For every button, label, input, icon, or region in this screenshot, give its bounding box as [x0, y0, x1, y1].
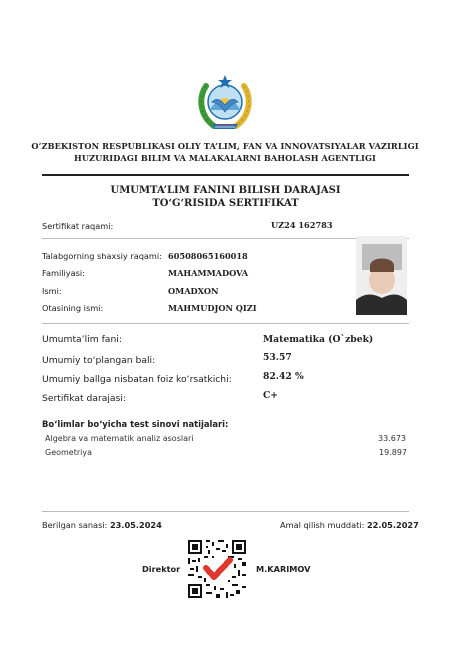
verification-qr-code[interactable]: [188, 540, 246, 598]
section-divider: [42, 238, 409, 239]
section-divider: [42, 323, 409, 324]
agency-name-line1: O‘ZBEKISTON RESPUBLIKASI OLIY TA’LIM, FAN VA INNOVATSIYALAR VAZIRLIGI: [31, 141, 419, 151]
holder-photo: [356, 236, 407, 315]
section-score: 19.897: [379, 448, 407, 457]
section-name: Algebra va matematik analiz asoslari: [45, 434, 194, 443]
subject-value: Matematika (O`zbek): [263, 334, 374, 345]
subject-label: Umumta’lim fani:: [42, 334, 122, 345]
percent-label: Umumiy ballga nisbatan foiz ko‘rsatkichi:: [42, 374, 232, 385]
valid-date-value: 22.05.2027: [366, 520, 419, 530]
surname-value: MAHAMMADOVA: [168, 268, 249, 278]
director-label: Direktor: [142, 564, 181, 574]
surname-label: Familiyasi:: [42, 268, 85, 278]
percent-value: 82.42 %: [263, 371, 304, 382]
pin-label: Talabgorning shaxsiy raqami:: [42, 251, 162, 261]
certificate-number: UZ24 162783: [271, 220, 333, 230]
total-score-label: Umumiy to‘plangan bali:: [42, 355, 156, 366]
issued-date-value: 23.05.2024: [109, 520, 162, 530]
certificate-number-label: Sertifikat raqami:: [42, 221, 114, 231]
header-divider: [42, 174, 409, 176]
pin-value: 60508065160018: [168, 251, 248, 261]
issued-date-row: [42, 520, 162, 530]
valid-date-label: Amal qilish muddati:: [280, 520, 365, 530]
name-value: OMADXON: [168, 286, 219, 296]
total-score-value: 53.57: [263, 352, 292, 363]
name-label: Ismi:: [42, 286, 62, 296]
section-score: 33.673: [378, 434, 406, 443]
director-name: M.KARIMOV: [256, 564, 311, 574]
level-label: Sertifikat darajasi:: [42, 393, 127, 404]
valid-date-row: [280, 520, 419, 530]
footer-divider: [42, 511, 409, 512]
patronymic-label: Otasining ismi:: [42, 303, 104, 313]
state-emblem-icon: [196, 72, 254, 132]
agency-name-line2: HUZURIDAGI BILIM VA MALAKALARNI BAHOLASH AGENTLIGI: [74, 153, 376, 163]
patronymic-value: MAHMUDJON QIZI: [168, 303, 257, 313]
level-value: C+: [263, 390, 279, 401]
issued-date-label: Berilgan sanasi:: [42, 520, 108, 530]
sections-heading: Bo‘limlar bo‘yicha test sinovi natijalari:: [42, 419, 229, 429]
certificate-title-line1: UMUMTA’LIM FANINI BILISH DARAJASI: [110, 185, 341, 196]
section-name: Geometriya: [45, 448, 93, 457]
certificate-title-line2: TO‘G‘RISIDA SERTIFIKAT: [152, 198, 299, 209]
